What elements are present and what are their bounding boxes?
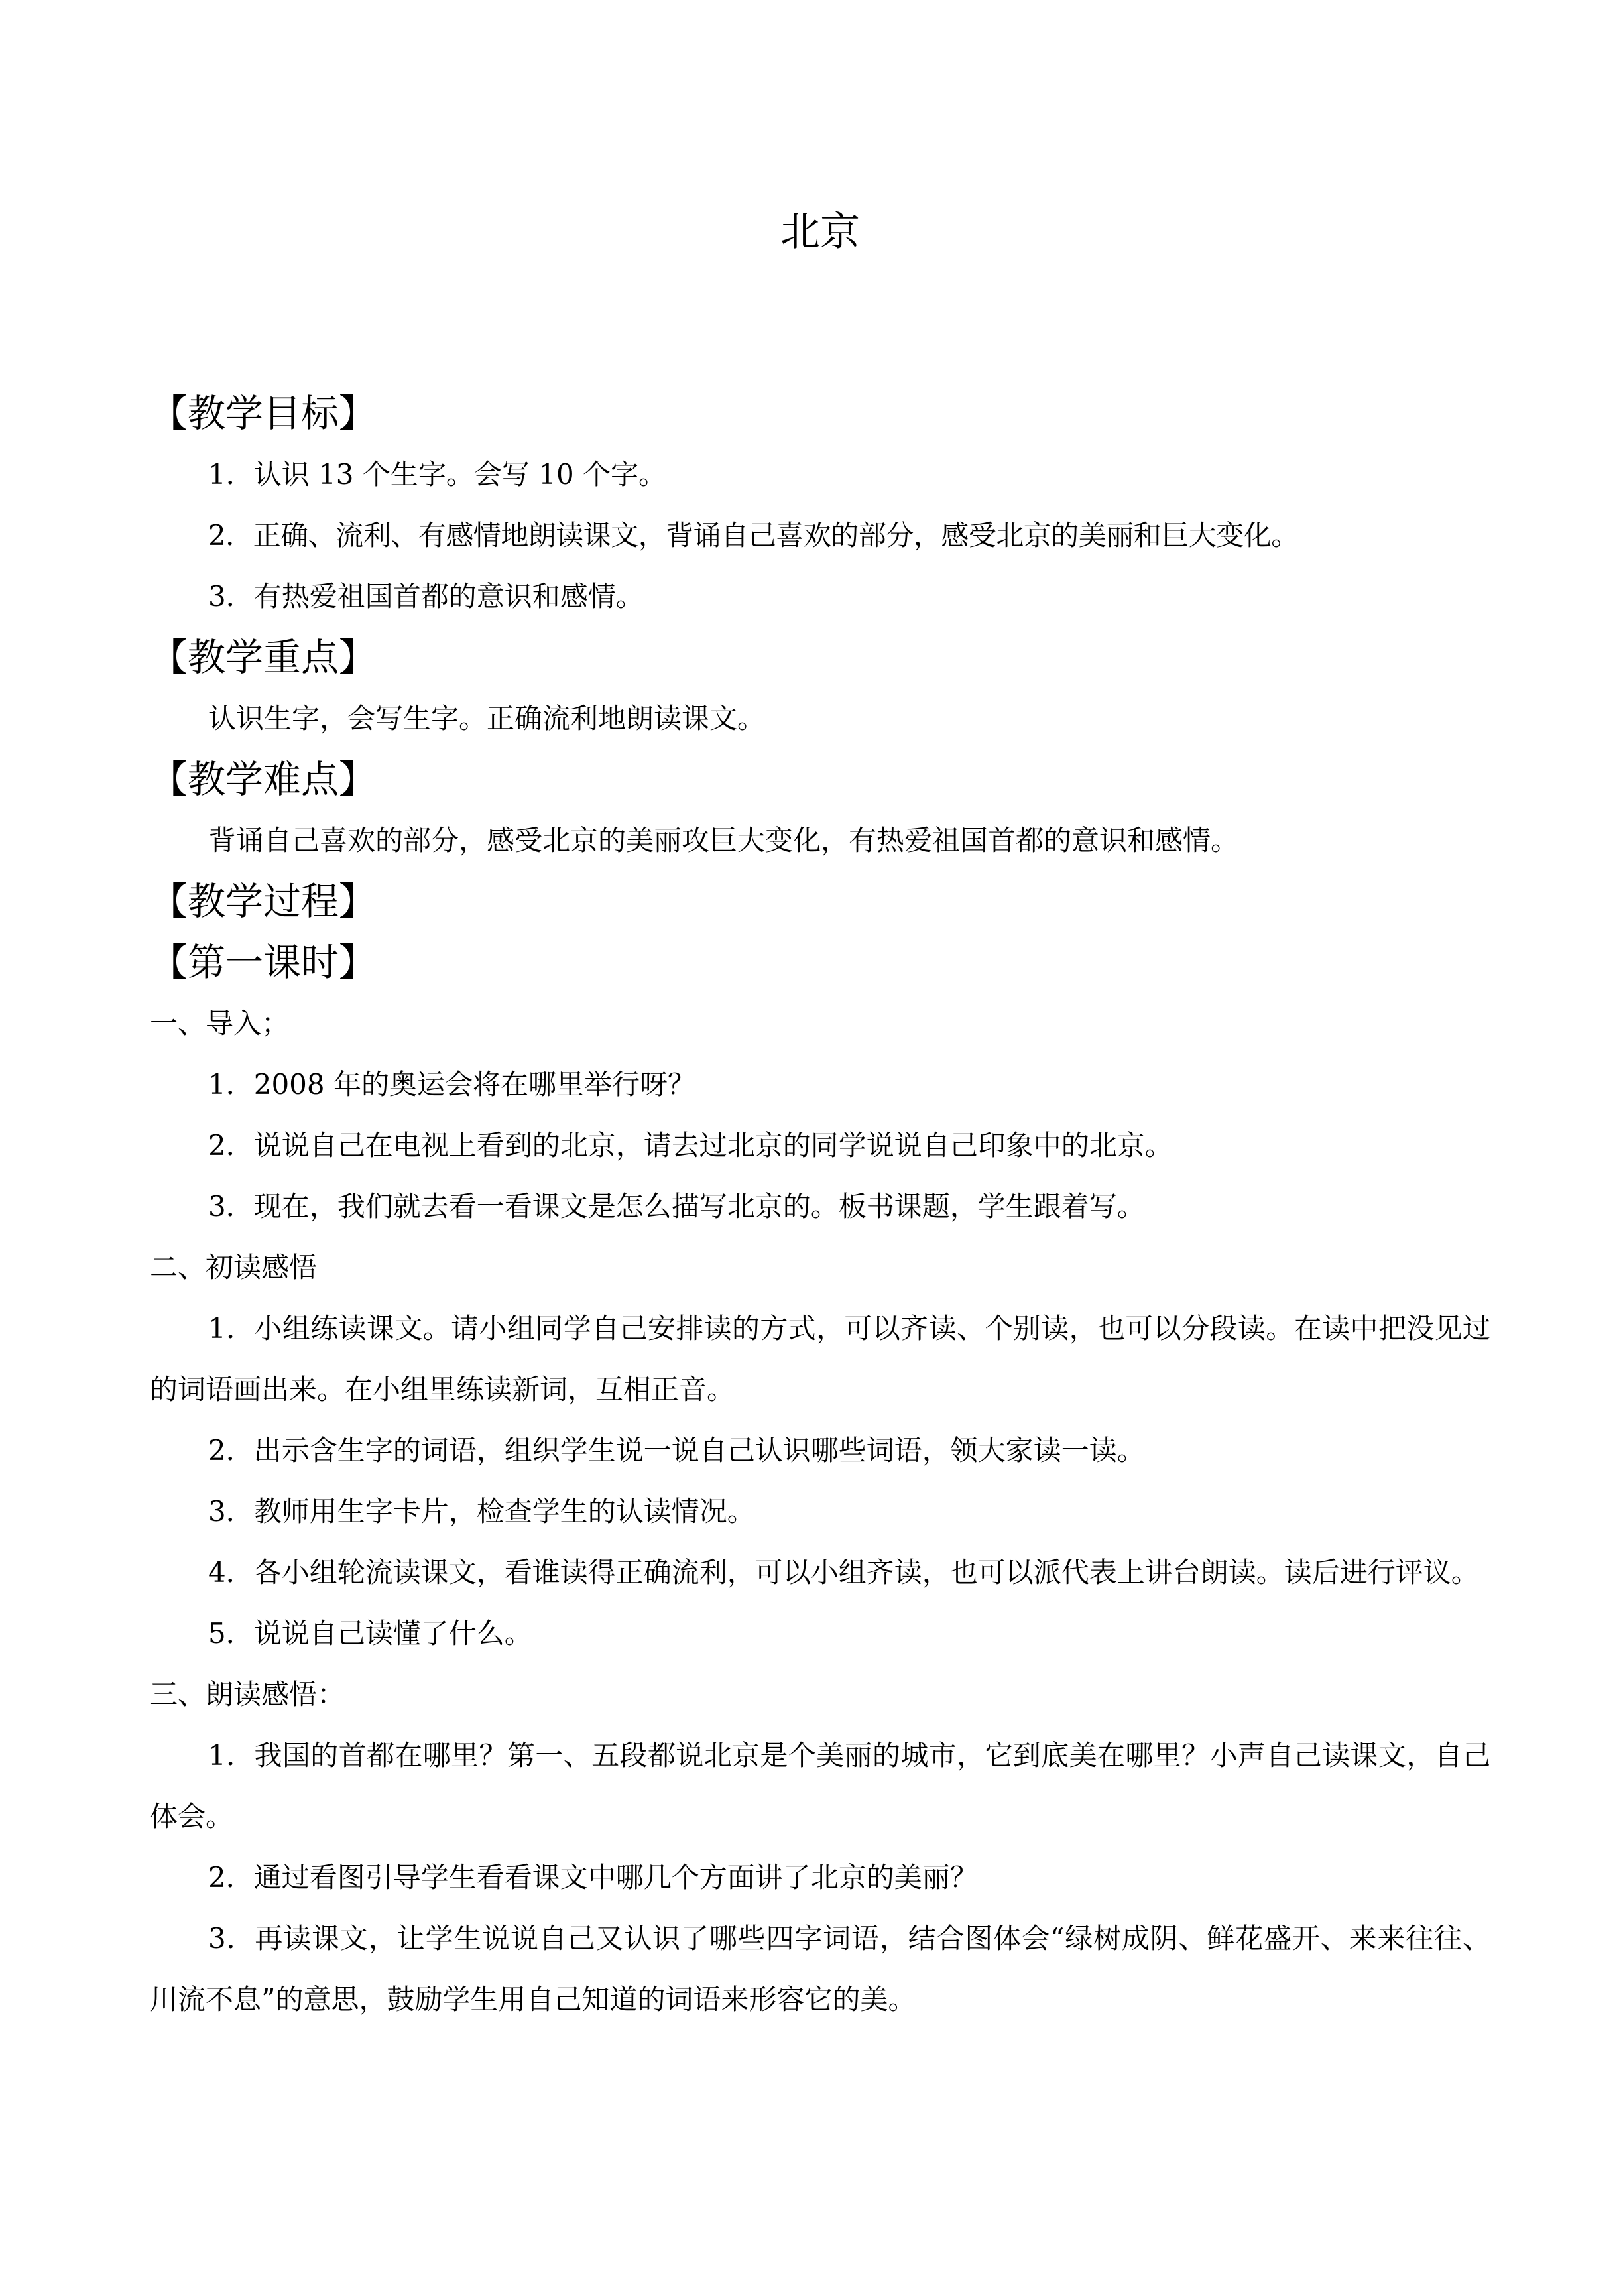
key-points-text: 认识生字，会写生字。正确流利地朗读课文。	[208, 702, 766, 735]
step-item: 3．再读课文，让学生说说自己又认识了哪些四字词语，结合图体会“绿树成阴、鲜花盛开、来来往往、川流不息”的意思，鼓励学生用自己知道的词语来形容它的美。	[150, 1922, 1490, 2016]
objective-item: 2．正确、流利、有感情地朗读课文，背诵自己喜欢的部分，感受北京的美丽和巨大变化。	[208, 519, 1299, 552]
objective-item: 1．认识 13 个生字。会写 10 个字。	[208, 458, 667, 491]
step-item: 2．通过看图引导学生看看课文中哪几个方面讲了北京的美丽？	[208, 1861, 978, 1894]
key-points-section	[150, 627, 1490, 749]
key-points-heading: 【教学重点】	[150, 636, 377, 680]
difficulties-text: 背诵自己喜欢的部分，感受北京的美丽攻巨大变化，有热爱祖国首都的意识和感情。	[208, 824, 1239, 857]
step-item: 1．小组练读课文。请小组同学自己安排读的方式，可以齐读、个别读，也可以分段读。在读中把没见过的词语画出来。在小组里练读新词，互相正音。	[150, 1312, 1490, 1406]
step-item: 5．说说自己读懂了什么。	[208, 1617, 532, 1650]
step-item: 3．教师用生字卡片，检查学生的认读情况。	[208, 1495, 755, 1528]
difficulties-heading: 【教学难点】	[150, 758, 377, 802]
step-item: 4．各小组轮流读课文，看谁读得正确流利，可以小组齐读，也可以派代表上讲台朗读。读后进行评议。	[208, 1556, 1479, 1589]
difficulties-section	[150, 749, 1490, 871]
step-item: 2．出示含生字的词语，组织学生说一说自己认识哪些词语，领大家读一读。	[208, 1434, 1145, 1467]
process-section	[150, 871, 1490, 2030]
document-title: 北京	[780, 209, 860, 255]
process-heading: 【教学过程】	[150, 880, 377, 924]
intro-heading: 一、导入；	[150, 1007, 290, 1040]
step-item: 2．说说自己在电视上看到的北京，请去过北京的同学说说自己印象中的北京。	[208, 1129, 1173, 1162]
objectives-heading: 【教学目标】	[150, 392, 377, 436]
first-reading-heading: 二、初读感悟	[150, 1251, 318, 1284]
objectives-section	[150, 383, 1490, 627]
step-item: 1．2008 年的奥运会将在哪里举行呀？	[208, 1068, 695, 1101]
step-item: 3．现在，我们就去看一看课文是怎么描写北京的。板书课题，学生跟着写。	[208, 1190, 1145, 1223]
objective-item: 3．有热爱祖国首都的意识和感情。	[208, 580, 644, 613]
lesson-heading: 【第一课时】	[150, 941, 377, 985]
step-item: 1．我国的首都在哪里？第一、五段都说北京是个美丽的城市，它到底美在哪里？小声自己读课文，自己体会。	[150, 1739, 1490, 1833]
reading-aloud-heading: 三、朗读感悟：	[150, 1678, 345, 1711]
